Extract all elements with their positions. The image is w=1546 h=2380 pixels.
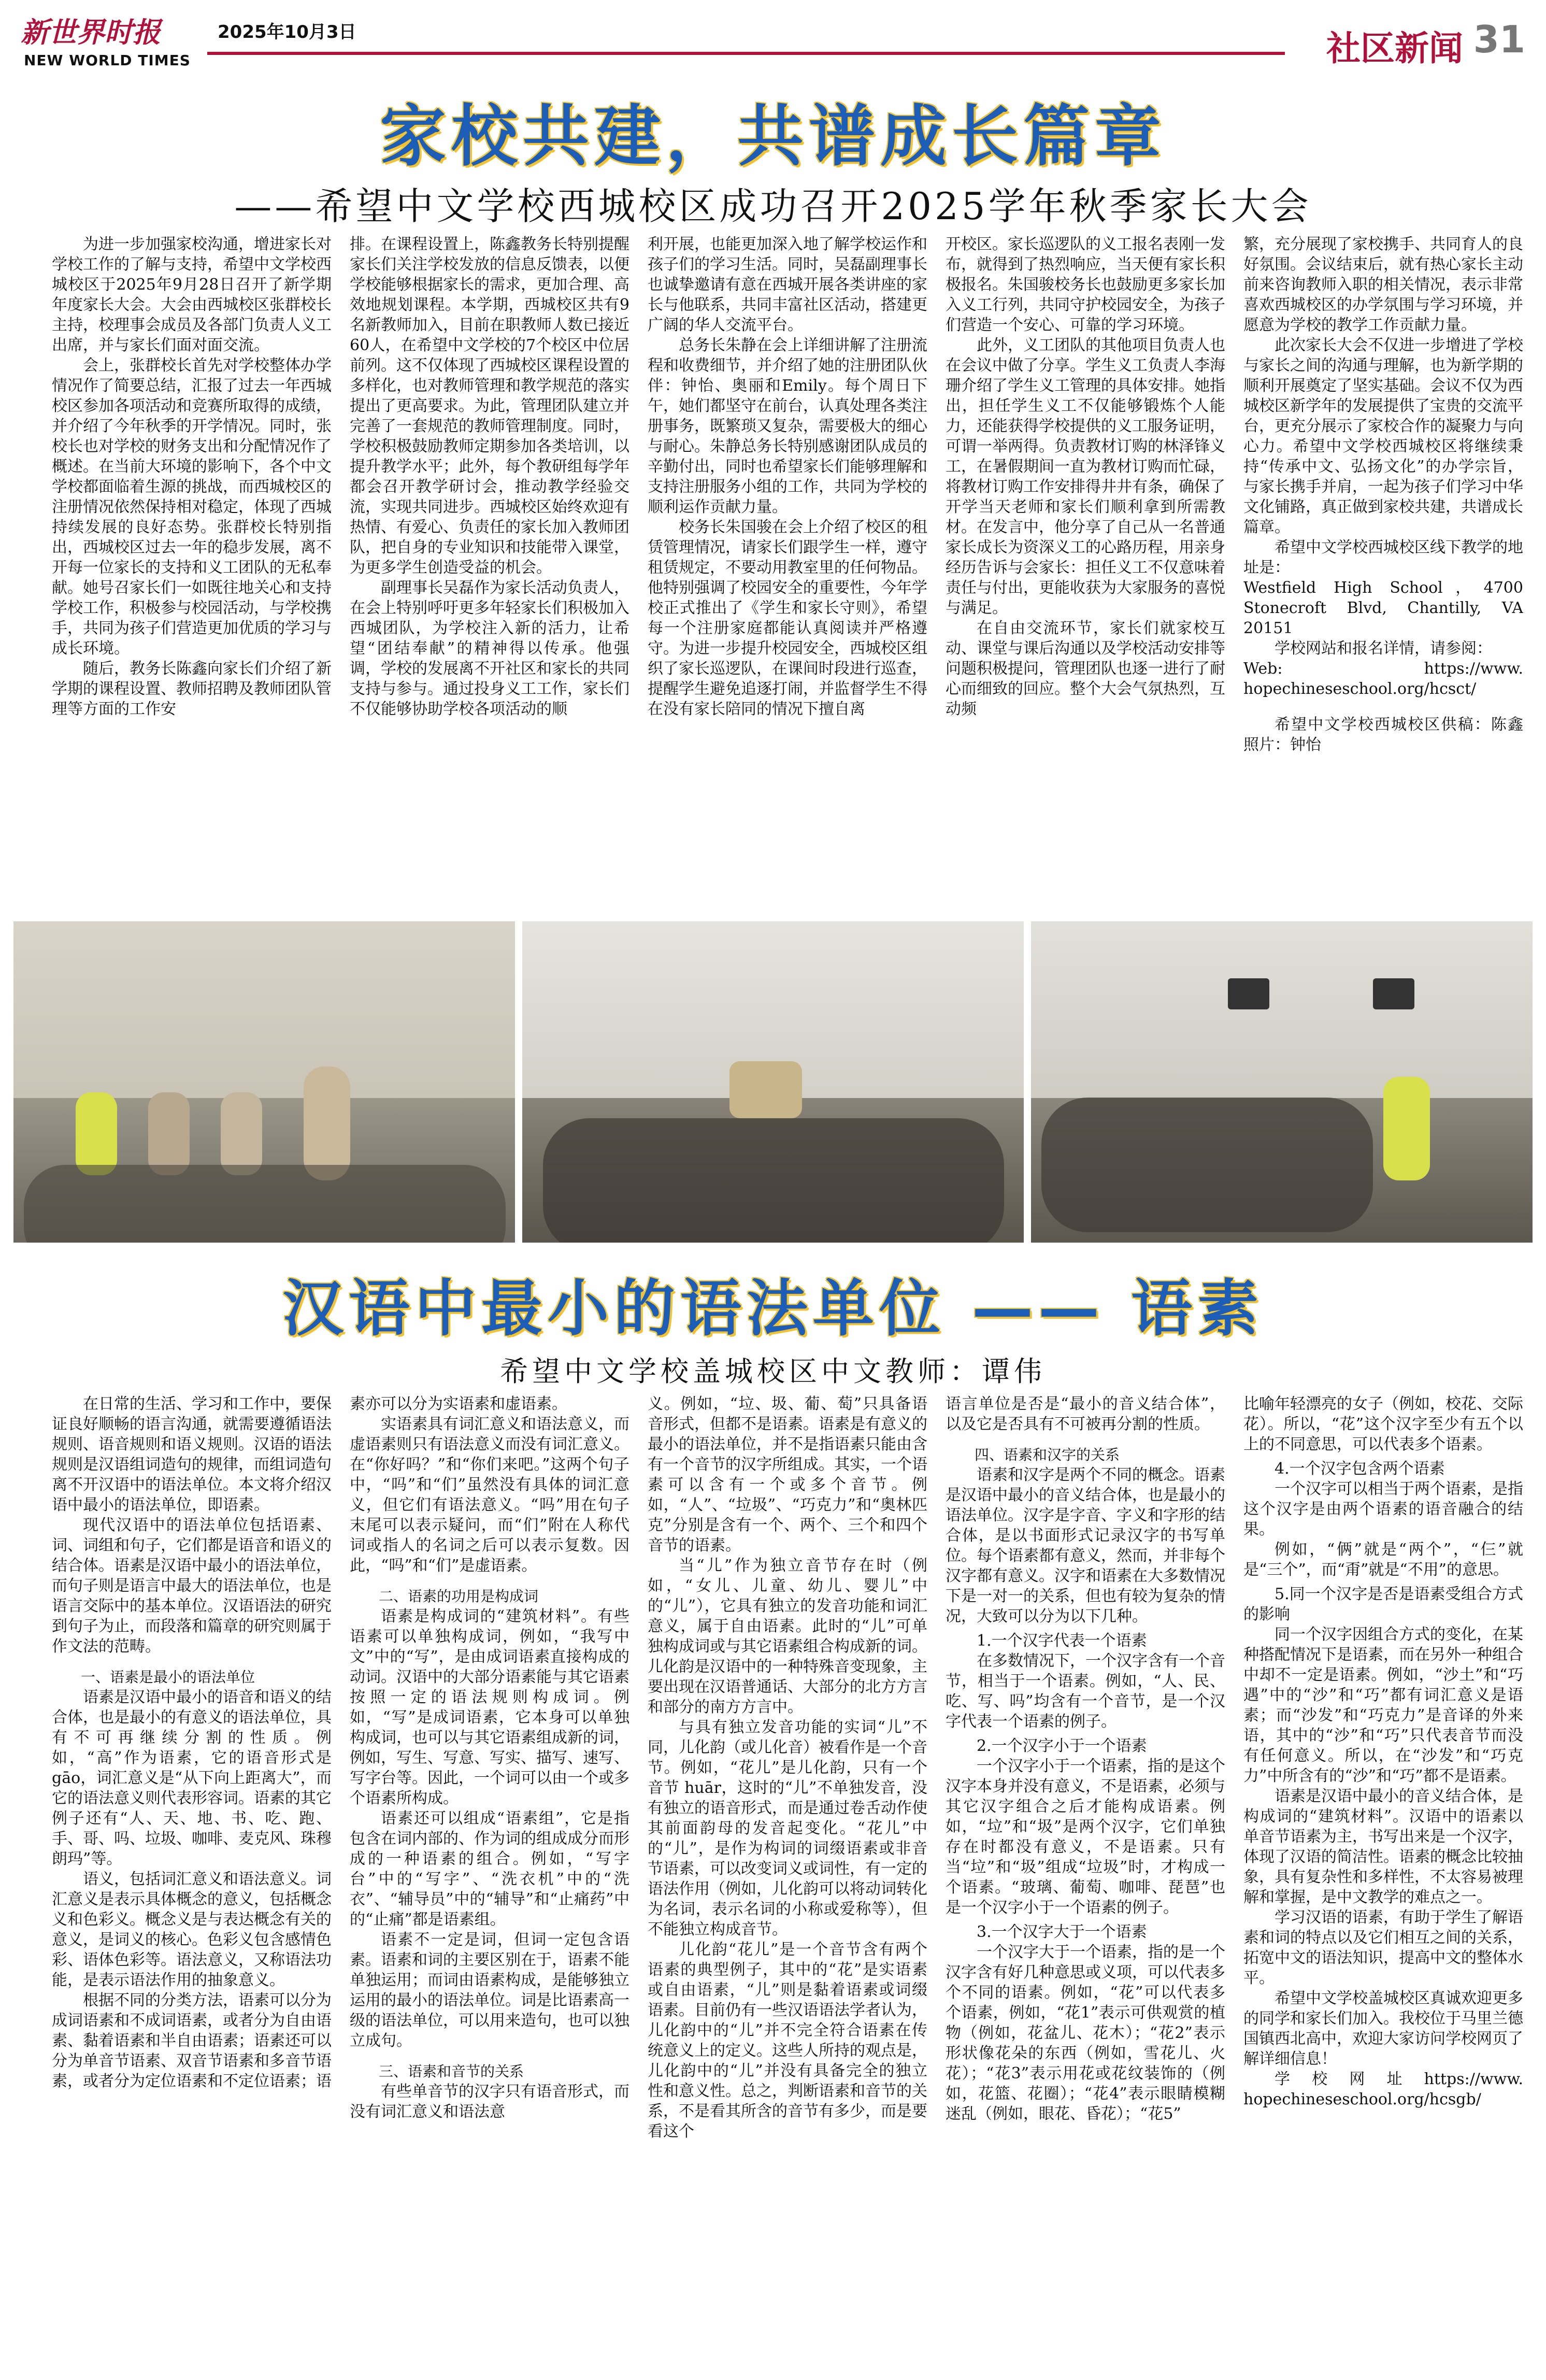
- list-heading: 1.一个汉字代表一个语素: [977, 1632, 1147, 1650]
- paragraph: 实语素具有词汇意义和语法意义，而虚语素则只有语法意义而没有词汇意义。在“你好吗？”和“你们来吧。”这两个句子中，“吗”和“们”虽然没有具体的词汇意义，但它们有语法意义。“吗”用在句子末尾可以表示疑问，而“们”附在人称代词或指人的名词之后可以表示复数。因此，“吗”和“们”是虚语素。: [350, 1415, 629, 1575]
- paragraph: 一个汉字小于一个语素，指的是这个汉字本身并没有意义，不是语素，必须与其它汉字组合之后才能构成语素。例如，“垃”和“圾”是两个汉字，它们单独存在时都没有意义，不是语素。只有当“垃”和“圾”组成“垃圾”时，才构成一个语素。“玻璃、葡萄、咖啡、琵琶”也是一个汉字小于一个语素的例子。: [946, 1757, 1225, 1917]
- meeting-photo-3: [1031, 921, 1533, 1243]
- paragraph: 语素是汉语中最小的语音和语义的结合体，也是最小的有意义的语法单位，具有不可再继续分割的性质。例如，“高”作为语素，它的语音形式是gāo，词汇意义是“从下向上距离大”，而它的语法意义则代表形容词。语素的其它例子还有“人、天、地、书、吃、跑、手、哥、吗、垃圾、咖啡、麦克风、珠穆朗玛”等。: [52, 1688, 332, 1868]
- paragraph: 开校区。家长巡逻队的义工报名表刚一发布，就得到了热烈响应，当天便有家长积极报名。朱国骏校务长也鼓励更多家长加入义工行列，共同守护校园安全，为孩子们营造一个安心、可靠的学习环境。: [946, 235, 1225, 334]
- paragraph: 学 校 网 址 https://www. hopechineseschool.org/hcsgb/: [1243, 2070, 1523, 2108]
- article1-headline: 家校共建，共谱成长篇章: [379, 98, 1166, 175]
- paragraph: 当“儿”作为独立音节存在时（例如，“女儿、儿童、幼儿、婴儿”中的“儿”），它具有独立的发音功能和词汇意义，属于自由语素。此时的“儿”可单独构成词或与其它语素组合构成新的词。儿化韵是汉语中的一种特殊音变现象，主要出现在汉语普通话、大部分的北方方言和部分的南方方言中。: [648, 1557, 927, 1716]
- paragraph: 一个汉字可以相当于两个语素，是指这个汉字是由两个语素的语音融合的结果。: [1243, 1480, 1523, 1538]
- page-header: [21, 10, 1525, 73]
- paragraph: 此次家长大会不仅进一步增进了学校与家长之间的沟通与理解，也为新学期的顺利开展奠定了坚实基础。会议不仅为西城校区新学年的发展提供了宝贵的交流平台，更充分展示了家校合作的凝聚力与向心力。希望中文学校西城校区将继续秉持“传承中文、弘扬文化”的办学宗旨，与家长携手并肩，一起为孩子们学习中华文化铺路，真正做到家校共建，共谱成长篇章。: [1243, 336, 1523, 536]
- meeting-photo-1: [13, 921, 515, 1243]
- paragraph: 随后，教务长陈鑫向家长们介绍了新学期的课程设置、教师招聘及教师团队管理等方面的工作安: [52, 660, 332, 718]
- paragraph: 繁，充分展现了家校携手、共同育人的良好氛围。会议结束后，就有热心家长主动前来咨询教师入职的相关情况，表示非常喜欢西城校区的办学氛围与学习环境，并愿意为学校的教学工作贡献力量。: [1243, 235, 1523, 334]
- paragraph: Web: https://www. hopechineseschool.org/hcsct/: [1243, 660, 1523, 698]
- header-rule: [207, 52, 1285, 55]
- photo-strip: [13, 921, 1533, 1243]
- paragraph-gap: [1243, 699, 1523, 715]
- paragraph: 此外，义工团队的其他项目负责人也在会议中做了分享。学生义工负责人李海珊介绍了学生义工管理的具体安排。她指出，担任学生义工不仅能够锻炼个人能力，还能获得学校提供的义工服务证明，可谓一举两得。负责教材订购的林泽锋义工，在暑假期间一直为教材订购而忙碌，将教材订购工作安排得井井有条，确保了开学当天老师和家长们顺利拿到所需教材。在发言中，他分享了自己从一名普通家长成长为资深义工的心路历程，用亲身经历告诉与会家长：担任义工不仅意味着责任与付出，更能收获为大家服务的喜悦与满足。: [946, 336, 1225, 617]
- paragraph: 在自由交流环节，家长们就家校互动、课堂与课后沟通以及学校活动安排等问题积极提问，管理团队也逐一进行了耐心而细致的回应。整个大会气氛热烈，互动频: [946, 619, 1225, 718]
- article2-column: [648, 1394, 927, 2368]
- article1-column: [648, 234, 927, 903]
- paragraph: 一个汉字大于一个语素，指的是一个汉字含有好几种意思或义项，可以代表多个不同的语素。例如，“花”可以代表多个语素，例如，“花1”表示可供观赏的植物（例如，花盆儿、花木）；“花2”表示形状像花朵的东西（例如，雪花儿、火花）；“花3”表示用花或花纹装饰的（例如，花篮、花圈）；“花4”表示眼睛模糊迷乱（例如，眼花、昏花）；“花5”: [946, 1943, 1225, 2123]
- paragraph: 总务长朱静在会上详细讲解了注册流程和收费细节，并介绍了她的注册团队伙伴：钟怡、奥丽和Emily。每个周日下午，她们都坚守在前台，认真处理各类注册事务，既繁琐又复杂，需要极大的细心与耐心。朱静总务长特别感谢团队成员的辛勤付出，同时也希望家长们能够理解和支持注册服务小组的工作，共同为学校的顺利运作贡献力量。: [648, 336, 927, 516]
- paragraph: 语义，包括词汇意义和语法意义。词汇意义是表示具体概念的意义，包括概念义和色彩义。概念义是与表达概念有关的意义，是词义的核心。色彩义包含感情色彩、语体色彩等。语法意义，又称语法功能，是表示语法作用的抽象意义。: [52, 1870, 332, 1989]
- paragraph: 在日常的生活、学习和工作中，要保证良好顺畅的语言沟通，就需要遵循语法规则、语音规则和语义规则。汉语的语法规则是汉语组词造句的规律，而组词造句离不开汉语中的语法单位。本文将介绍汉语中最小的语法单位，即语素。: [52, 1395, 332, 1514]
- list-heading: 5.同一个汉字是否是语素受组合方式的影响: [1243, 1585, 1523, 1623]
- article1-column: [1243, 234, 1523, 903]
- paragraph: 语素和汉字是两个不同的概念。语素是汉语中最小的音义结合体，也是最小的语法单位。汉字是字音、字义和字形的结合体，是以书面形式记录汉字的书写单位。每个语素都有意义，然而，并非每个汉字都有意义。汉字和语素在大多数情况下是一对一的关系，但也有较为复杂的情况，大致可以分为以下几种。: [946, 1466, 1225, 1626]
- paragraph: 语素是构成词的“建筑材料”。有些语素可以单独构成词，例如，“我写中文”中的“写”，是由成词语素直接构成的动词。汉语中的大部分语素能与其它语素按照一定的语法规则构成词。例如，“写”是成词语素，它本身可以单独构成词，也可以与其它语素组成新的词，例如，写生、写意、写实、描写、速写、写字台等。因此，一个词可以由一个或多个语素所构成。: [350, 1607, 629, 1807]
- list-heading: 3.一个汉字大于一个语素: [977, 1923, 1147, 1941]
- paragraph: 语素是汉语中最小的音义结合体，是构成词的“建筑材料”。汉语中的语素以单音节语素为主，书写出来是一个汉字，体现了汉语的简洁性。语素的概念比较抽象，具有复杂性和多样性，不太容易被理解和掌握，是中文教学的难点之一。: [1243, 1787, 1523, 1906]
- article2-column: [350, 1394, 629, 2368]
- article2-column: [52, 1394, 332, 2368]
- paragraph: 学习汉语的语素，有助于学生了解语素和词的特点以及它们相互之间的关系，拓宽中文的语法知识，提高中文的整体水平。: [1243, 1908, 1523, 1987]
- paragraph: 为进一步加强家校沟通，增进家长对学校工作的了解与支持，希望中文学校西城校区于2025年9月28日召开了新学期年度家长大会。大会由西城校区张群校长主持，校理事会成员及各部门负责人义工出席，并与家长们面对面交流。: [52, 235, 332, 354]
- paragraph: 希望中文学校盖城校区真诚欢迎更多的同学和家长们加入。我校位于马里兰德国镇西北高中，欢迎大家访问学校网页了解详细信息！: [1243, 1989, 1523, 2068]
- list-heading: 2.一个汉字小于一个语素: [977, 1737, 1147, 1755]
- article1-column: [946, 234, 1225, 903]
- paragraph: 利开展，也能更加深入地了解学校运作和孩子们的学习生活。同时，吴磊副理事长也诚挚邀请有意在西城开展各类讲座的家长与他联系，共同丰富社区活动，搭建更广阔的华人交流平台。: [648, 235, 927, 334]
- masthead-english: NEW WORLD TIMES: [24, 52, 191, 69]
- paragraph: 希望中文学校西城校区线下教学的地址是：: [1243, 538, 1523, 577]
- paragraph: 语言单位是否是“最小的音义结合体”，以及它是否具有不可被再分割的性质。: [946, 1395, 1225, 1433]
- section-heading: 四、语素和汉字的关系: [975, 1446, 1120, 1463]
- masthead-logo: 新世界时报: [21, 16, 161, 49]
- section-heading: 一、语素是最小的语法单位: [81, 1669, 255, 1686]
- paragraph: 义。例如，“垃、圾、葡、萄”只具备语音形式，但都不是语素。语素是有意义的最小的语法单位，并不是指语素只能由含有一个音节的汉字所组成。其实，一个语素可以含有一个或多个音节。例如，“人”、“垃圾”、“巧克力”和“奥林匹克”分别是含有一个、两个、三个和四个音节的语素。: [648, 1395, 927, 1555]
- article1-body: [52, 234, 1523, 903]
- article2-body: [52, 1394, 1523, 2368]
- article2-headline: 汉语中最小的语法单位 —— 语素: [282, 1273, 1264, 1344]
- paragraph: 与具有独立发音功能的实词“儿”不同，儿化韵（或儿化音）被看作是一个音节。例如，“花儿”是儿化韵，只有一个音节 huār，这时的“儿”不单独发音，没有独立的语音形式，而是通过卷舌动作使其前面韵母的发音起变化。“花儿”中的“儿”，是作为构词的词缀语素或非音节语素，可以改变词义或词性，有一定的语法作用（例如，儿化韵可以将动词转化为名词，表示名词的小称或爱称等），但不能独立构成音节。: [648, 1718, 927, 1939]
- paragraph: 比喻年轻漂亮的女子（例如，校花、交际花）。所以，“花”这个汉字至少有五个以上的不同意思，可以代表多个语素。: [1243, 1395, 1523, 1453]
- paragraph: 校务长朱国骏在会上介绍了校区的租赁管理情况，请家长们跟学生一样，遵守租赁规定，不要动用教室里的任何物品。他特别强调了校园安全的重要性，今年学校正式推出了《学生和家长守则》，希望每一个注册家庭都能认真阅读并严格遵守。为进一步提升校园安全，西城校区组织了家长巡逻队，在课间时段进行巡查，提醒学生避免追逐打闹，并监督学生不得在没有家长陪同的情况下擅自离: [648, 518, 927, 718]
- paragraph: 根据不同的分类方法，语素可以分为成词语素和不成词语素，或者分为自由语素、黏着语素和半自由语素；语素还可以分为单音节语素、双音节语素和多音节语素，或者分为定位语素和不定位语素；语: [52, 1991, 332, 2090]
- issue-date: 2025年10月3日: [218, 22, 356, 42]
- paragraph: 例如，“俩”就是“两个”，“仨”就是“三个”，而“甭”就是“不用”的意思。: [1243, 1541, 1523, 1579]
- paragraph: 有些单音节的汉字只有语音形式，而没有词汇意义和语法意: [350, 2083, 629, 2121]
- paragraph: 现代汉语中的语法单位包括语素、词、词组和句子，它们都是语音和语义的结合体。语素是汉语中最小的语法单位，而句子则是语言中最大的语法单位，也是语言交际中的基本单位。汉语语法的研究到句子为止，而段落和篇章的研究则属于作文法的范畴。: [52, 1516, 332, 1656]
- meeting-photo-2: [522, 921, 1024, 1243]
- article1-column: [350, 234, 629, 903]
- article1-column: [52, 234, 332, 903]
- page-number: 31: [1473, 18, 1525, 61]
- paragraph: 素亦可以分为实语素和虚语素。: [350, 1395, 567, 1413]
- paragraph: 会上，张群校长首先对学校整体办学情况作了简要总结，汇报了过去一年西城校区参加各项活动和竞赛所取得的成绩，并介绍了今年秋季的开学情况。同时，张校长也对学校的财务支出和分配情况作了概述。在当前大环境的影响下，各个中文学校都面临着生源的挑战，而西城校区的注册情况依然保持相对稳定，体现了西城持续发展的良好态势。张群校长特别指出，西城校区过去一年的稳步发展，离不开每一位家长的支持和义工团队的无私奉献。她号召家长们一如既往地关心和支持学校工作，积极参与校园活动，与学校携手，共同为孩子们营造更加优质的学习与成长环境。: [52, 357, 332, 658]
- paragraph: 语素不一定是词，但词一定包含语素。语素和词的主要区别在于，语素不能单独运用；而词由语素构成，是能够独立运用的最小的语法单位。词是比语素高一级的语法单位，可以用来造句，也可以独立成句。: [350, 1931, 629, 2050]
- article2-column: [1243, 1394, 1523, 2368]
- paragraph: 语素还可以组成“语素组”，它是指包含在词内部的、作为词的组成成分而形成的一种语素的组合。例如，“写字台”中的“写字”、“洗衣机”中的“洗衣”、“辅导员”中的“辅导”和“止痛药”中的“止痛”都是语素组。: [350, 1809, 629, 1929]
- section-heading: 三、语素和音节的关系: [379, 2063, 524, 2080]
- paragraph: 学校网站和报名详情，请参阅：: [1275, 639, 1492, 658]
- article1-subhead: ——希望中文学校西城校区成功召开2025学年秋季家长大会: [234, 184, 1312, 228]
- paragraph: 儿化韵“花儿”是一个音节含有两个语素的典型例子，其中的“花”是实语素或自由语素，“儿”则是黏着语素或词缀语素。目前仍有一些汉语语法学者认为，儿化韵中的“儿”并不完全符合语素在传统意义上的定义。这些人所持的观点是，儿化韵中的“儿”并没有具备完全的独立性和意义性。总之，判断语素和音节的关系，不是看其所含的音节有多少，而是要看这个: [648, 1941, 927, 2141]
- section-heading: 二、语素的功用是构成词: [379, 1588, 539, 1605]
- paragraph: 排。在课程设置上，陈鑫教务长特别提醒家长们关注学校发放的信息反馈表，以便学校能够根据家长的需求，更加合理、高效地规划课程。本学期，西城校区共有9名新教师加入，目前在职教师人数已接近60人，在希望中文学校的7个校区中位居前列。这不仅体现了西城校区课程设置的多样化，也对教师管理和教学规范的落实提出了更高要求。为此，管理团队建立并完善了一套规范的教师管理制度。同时，学校积极鼓励教师定期参加各类培训，以提升教学水平；此外，每个教研组每学年都会召开教学研讨会，推动教学经验交流，实现共同进步。西城校区始终欢迎有热情、有爱心、负责任的家长加入教师团队，把自身的专业知识和技能带入课堂，为更多学生创造受益的机会。: [350, 235, 629, 577]
- article2-column: [946, 1394, 1225, 2368]
- section-title: 社区新闻: [1326, 28, 1463, 68]
- paragraph: 同一个汉字因组合方式的变化，在某种搭配情况下是语素，而在另外一种组合中却不一定是语素。例如，“沙土”和“巧遇”中的“沙”和“巧”都有词汇意义是语素；而“沙发”和“巧克力”是音译的外来语，其中的“沙”和“巧”只代表音节而没有任何意义。所以，在“沙发”和“巧克力”中所含有的“沙”和“巧”都不是语素。: [1243, 1626, 1523, 1785]
- paragraph: 希望中文学校西城校区供稿：陈鑫 照片：钟怡: [1243, 716, 1523, 754]
- paragraph: 副理事长吴磊作为家长活动负责人，在会上特别呼吁更多年轻家长们积极加入西城团队，为学校注入新的活力，让希望“团结奉献”的精神得以传承。他强调，学校的发展离不开社区和家长的共同支持与参与。通过投身义工工作，家长们不仅能够协助学校各项活动的顺: [350, 579, 629, 718]
- list-heading: 4.一个汉字包含两个语素: [1275, 1460, 1445, 1478]
- paragraph: Westfield High School，4700 Stonecroft Blvd, Chantilly, VA 20151: [1243, 579, 1523, 637]
- paragraph: 在多数情况下，一个汉字含有一个音节，相当于一个语素。例如，“人、民、吃、写、吗”均含有一个音节，是一个汉字代表一个语素的例子。: [946, 1652, 1225, 1731]
- article2-subhead: 希望中文学校盖城校区中文教师：谭伟: [500, 1355, 1046, 1388]
